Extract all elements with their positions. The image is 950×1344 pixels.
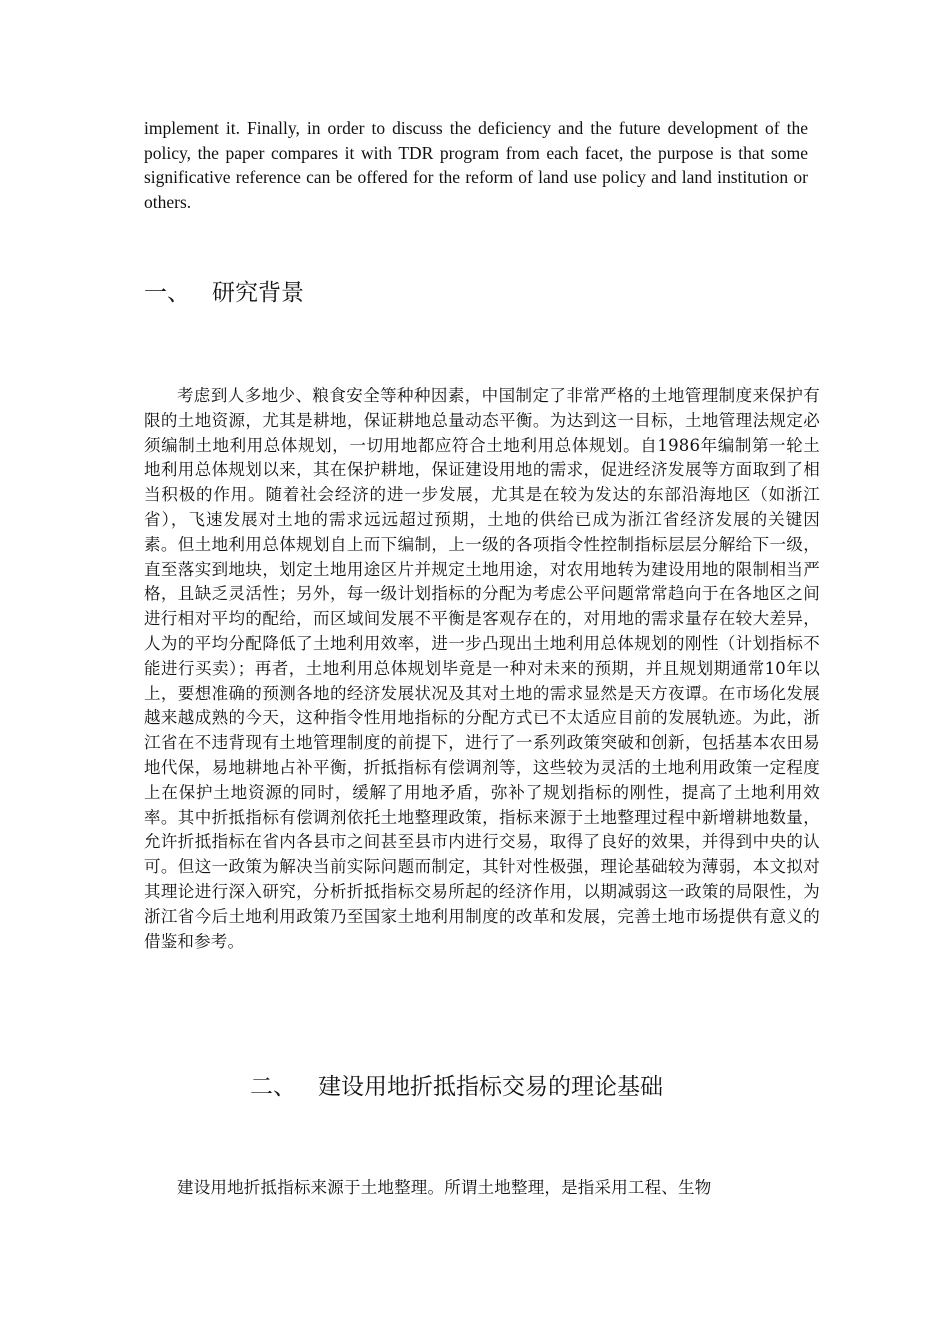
section2-paragraph: 建设用地折抵指标来源于土地整理。所谓土地整理，是指采用工程、生物 xyxy=(177,1178,712,1197)
section1-heading xyxy=(144,278,304,308)
section1-number: 一、 xyxy=(144,280,190,306)
section2-number: 二、 xyxy=(250,1074,296,1100)
section1-paragraph: 考虑到人多地少、粮食安全等种种因素，中国制定了非常严格的土地管理制度来保护有限的土地资源，尤其是耕地，保证耕地总量动态平衡。为达到这一目标，土地管理法规定必须编制土地利用总体规划，一切用地都应符合土地利用总体规划。自1986年编制第一轮土地利用总体规划以来，其在保护耕地，保证建设用地的需求，促进经济发展等方面取到了相当积极的作用。随着社会经济的进一步发展，尤其是在较为发达的东部沿海地区（如浙江省），飞速发展对土地的需求远远超过预期，土地的供给已成为浙江省经济发展的关键因素。但土地利用总体规划自上而下编制，上一级的各项指令性控制指标层层分解给下一级，直至落实到地块，划定土地用途区片并规定土地用途，对农用地转为建设用地的限制相当严格，且缺乏灵活性；另外，每一级计划指标的分配为考虑公平问题常常趋向于在各地区之间进行相对平均的配给，而区域间发展不平衡是客观存在的，对用地的需求量存在较大差异，人为的平均分配降低了土地利用效率，进一步凸现出土地利用总体规划的刚性（计划指标不能进行买卖）；再者，土地利用总体规划毕竟是一种对未来的预期，并且规划期通常10年以上，要想准确的预测各地的经济发展状况及其对土地的需求显然是天方夜谭。在市场化发展越来越成熟的今天，这种指令性用地指标的分配方式已不太适应目前的发展轨迹。为此，浙江省在不违背现有土地管理制度的前提下，进行了一系列政策突破和创新，包括基本农田易地代保，易地耕地占补平衡，折抵指标有偿调剂等，这些较为灵活的土地利用政策一定程度上在保护土地资源的同时，缓解了用地矛盾，弥补了规划指标的刚性，提高了土地利用效率。其中折抵指标有偿调剂依托土地整理政策，指标来源于土地整理过程中新增耕地数量，允许折抵指标在省内各县市之间甚至县市内进行交易，取得了良好的效果，并得到中央的认可。但这一政策为解决当前实际问题而制定，其针对性极强，理论基础较为薄弱，本文拟对其理论进行深入研究，分析折抵指标交易所起的经济作用，以期减弱这一政策的局限性，为浙江省今后土地利用政策乃至国家土地利用制度的改革和发展，完善土地市场提供有意义的借鉴和参考。 xyxy=(144,386,820,951)
abstract-tail-paragraph: implement it. Finally, in order to discuss the deficiency and the future development of the policy, the paper compares it with TDR program from each facet, the purpose is that some significative reference can be offered for the reform of land use policy and land institution or others. xyxy=(144,118,808,212)
section1-title: 研究背景 xyxy=(212,280,304,306)
section2-title: 建设用地折抵指标交易的理论基础 xyxy=(318,1074,663,1100)
section2-heading xyxy=(250,1072,663,1102)
